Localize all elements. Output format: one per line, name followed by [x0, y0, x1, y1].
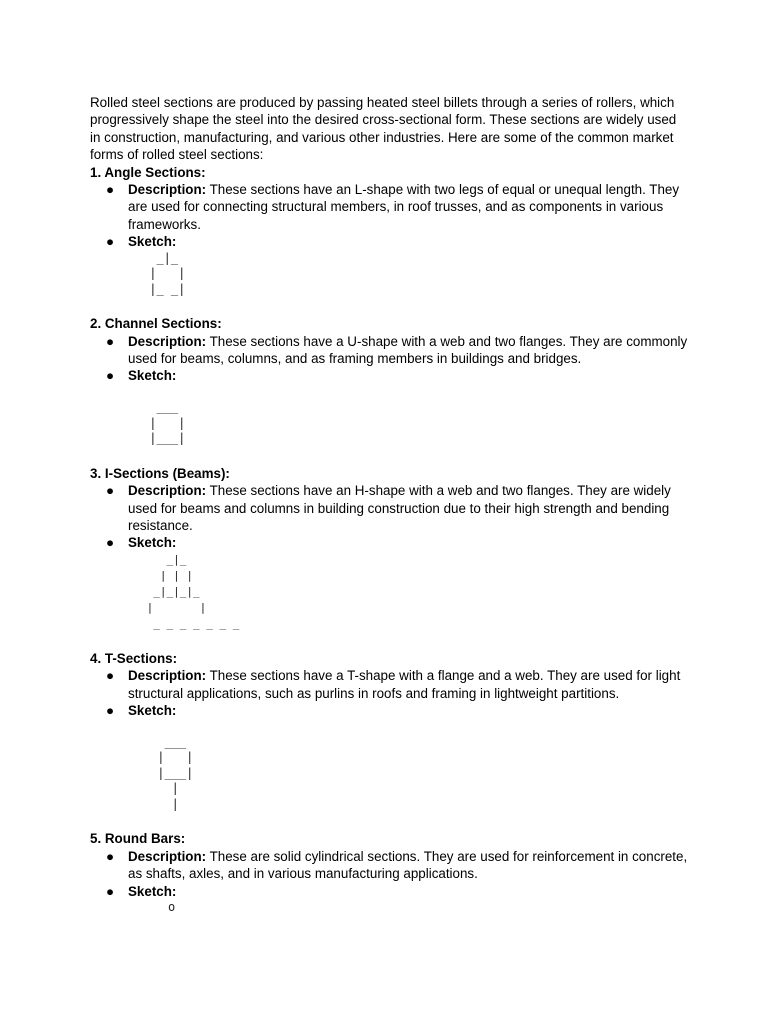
bullet-icon: ●: [106, 182, 115, 198]
bullet-list: [90, 848, 690, 900]
sketch-item: [90, 534, 690, 551]
description-label: Description:: [128, 483, 207, 499]
sketch-item: [90, 367, 690, 384]
section-heading: 1. Angle Sections:: [90, 164, 206, 180]
sketch-item: [90, 883, 690, 900]
sketch-label: Sketch:: [128, 368, 177, 384]
section-i-beam: [90, 465, 690, 632]
round-bar-sketch: o: [168, 900, 176, 915]
bullet-list: [90, 181, 690, 251]
description-label: Description:: [128, 668, 207, 684]
section-t: [90, 650, 690, 813]
description-text: These sections have a U-shape with a web and two flanges. They are commonly used for beams, columns, and as framing members in buildings and bridges.: [128, 333, 688, 366]
description-item: [90, 667, 690, 702]
section-heading: 3. I-Sections (Beams):: [90, 465, 230, 481]
description-text: These sections have an L-shape with two legs of equal or unequal length. They are used for connecting structural members, in roof trusses, and as components in various frameworks.: [128, 182, 680, 232]
sketch-label: Sketch:: [128, 535, 177, 551]
document-body: [90, 94, 690, 916]
bullet-list: [90, 667, 690, 719]
sketch-label: Sketch:: [128, 234, 177, 250]
sketch-item: [90, 233, 690, 250]
section-round-bars: [90, 830, 690, 915]
section-heading: 4. T-Sections:: [90, 650, 178, 666]
sketch-label: Sketch:: [128, 883, 177, 899]
bullet-icon: ●: [106, 333, 115, 349]
intro-paragraph: Rolled steel sections are produced by passing heated steel billets through a series of rollers, which progressively shape the steel into the desired cross-sectional form. These sections are widely used in construction, manufacturing, and various other industries. Here are some of the common market forms of rolled steel sections:: [90, 95, 677, 163]
description-item: [90, 482, 690, 534]
section-channel: [90, 315, 690, 447]
sketch-label: Sketch:: [128, 703, 177, 719]
bullet-icon: ●: [106, 848, 115, 864]
sketch-item: [90, 702, 690, 719]
description-text: These sections have an H-shape with a web and two flanges. They are widely used for beams and columns in building construction due to their high strength and bending resistance.: [128, 483, 671, 533]
section-heading: 2. Channel Sections:: [90, 316, 222, 332]
bullet-icon: ●: [106, 234, 115, 250]
description-text: These sections have a T-shape with a flange and a web. They are used for light structural applications, such as purlins in roofs and framing in lightweight partitions.: [128, 668, 681, 701]
description-item: [90, 848, 690, 883]
bullet-icon: ●: [106, 668, 115, 684]
angle-section-sketch: _|_ | | |_ _|: [149, 250, 186, 296]
bullet-list: [90, 333, 690, 385]
description-item: [90, 333, 690, 368]
section-heading: 5. Round Bars:: [90, 831, 186, 847]
bullet-icon: ●: [106, 368, 115, 384]
bullet-icon: ●: [106, 535, 115, 551]
description-item: [90, 181, 690, 233]
description-label: Description:: [128, 848, 207, 864]
bullet-icon: ●: [106, 883, 115, 899]
bullet-list: [90, 482, 690, 552]
section-angle: [90, 164, 690, 298]
description-label: Description:: [128, 182, 207, 198]
bullet-icon: ●: [106, 703, 115, 719]
description-text: These are solid cylindrical sections. They are used for reinforcement in concrete, as shafts, axles, and in various manufacturing applications.: [128, 848, 688, 882]
bullet-icon: ●: [106, 483, 115, 499]
t-section-sketch: ___ | | |___| | |: [157, 734, 194, 811]
channel-section-sketch: ___ | | |___|: [149, 400, 186, 446]
description-label: Description:: [128, 333, 207, 349]
i-section-sketch: _|_ | | | _|_|_|_ | | _ _ _ _ _ _ _: [146, 552, 240, 630]
